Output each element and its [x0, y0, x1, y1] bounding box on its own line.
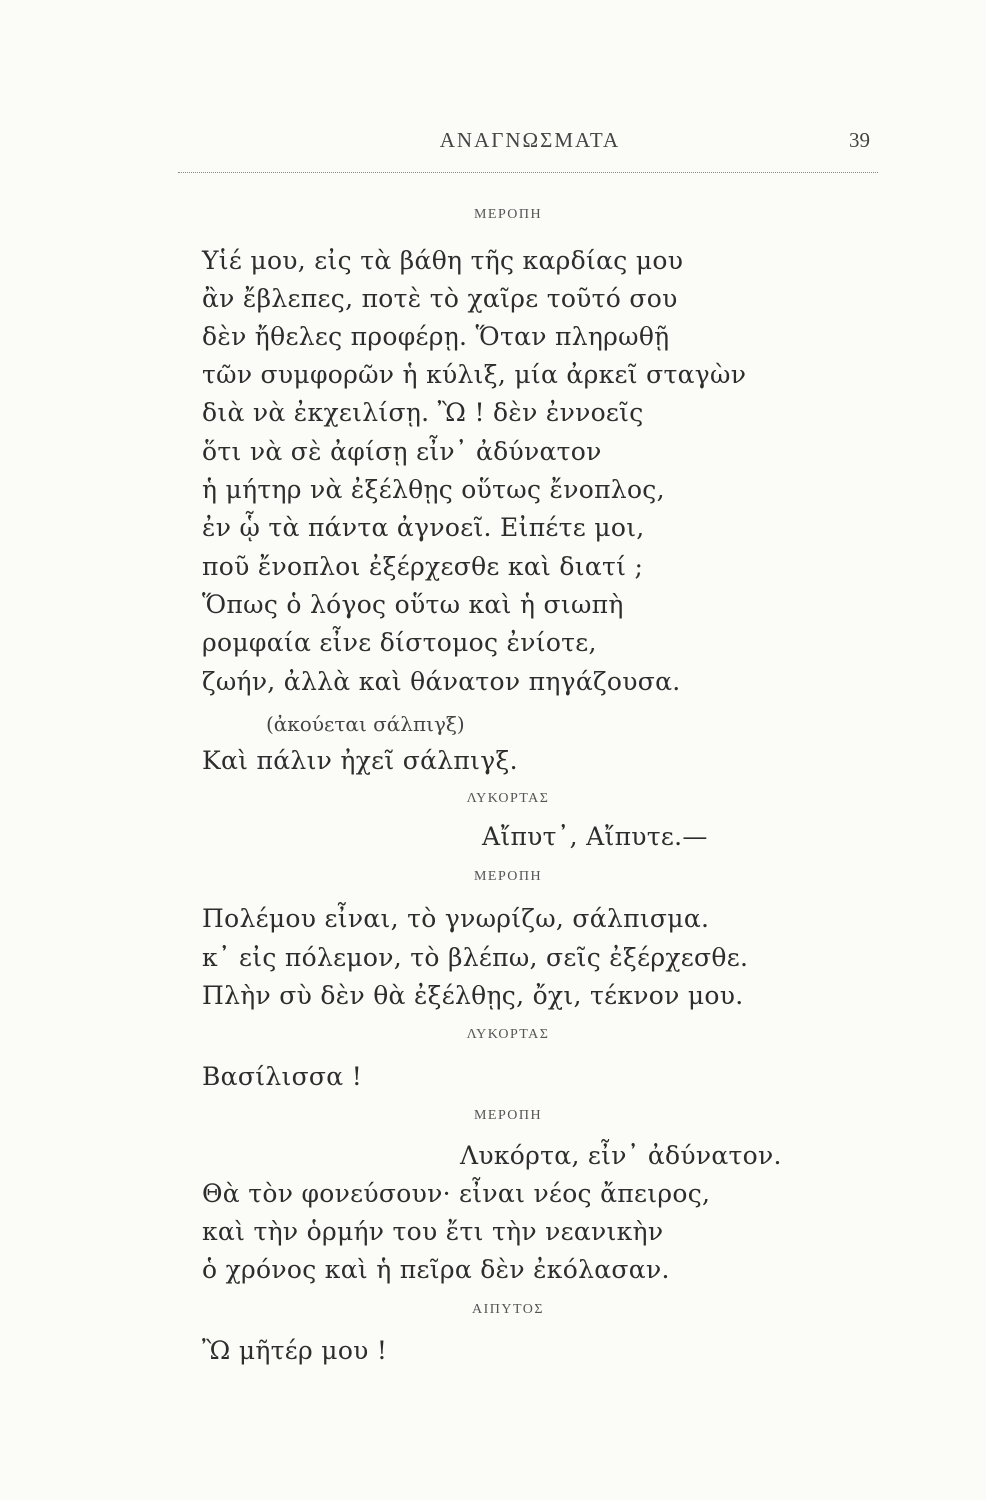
verse-line: Υἱέ μου, εἰς τὰ βάθη τῆς καρδίας μου — [202, 246, 684, 275]
verse-line: ρομφαία εἶνε δίστομος ἐνίοτε, — [202, 628, 597, 657]
verse-line: ἂν ἔβλεπες, ποτὲ τὸ χαῖρε τοῦτό σου — [202, 284, 678, 313]
verse-line: ποῦ ἔνοπλοι ἐξέρχεσθε καὶ διατί ; — [202, 552, 644, 581]
verse-line: καὶ τὴν ὁρμήν του ἔτι τὴν νεανικὴν — [202, 1217, 664, 1246]
verse-line: Ὅπως ὁ λόγος οὕτω καὶ ἡ σιωπὴ — [202, 590, 624, 619]
header-rule — [178, 172, 878, 173]
speaker-name: ΜΕΡΟΠΗ — [473, 869, 543, 884]
speaker-name: ΑΙΠΥΤΟΣ — [471, 1302, 545, 1317]
verse-line: ὁ χρόνος καὶ ἡ πεῖρα δὲν ἐκόλασαν. — [202, 1255, 670, 1284]
verse-line: Θὰ τὸν φονεύσουν· εἶναι νέος ἄπειρος, — [202, 1179, 711, 1208]
stage-direction: (ἀκούεται σάλπιγξ) — [266, 712, 465, 736]
running-title: ΑΝΑΓΝΩΣΜΑΤΑ — [439, 128, 621, 152]
speaker-name: ΜΕΡΟΠΗ — [473, 1108, 543, 1123]
verse-line: διὰ νὰ ἐκχειλίσῃ. Ὢ ! δὲν ἐννοεῖς — [202, 398, 644, 427]
verse-line: τῶν συμφορῶν ἡ κύλιξ, μία ἀρκεῖ σταγὼν — [202, 360, 747, 389]
running-head — [190, 128, 870, 168]
verse-line: Πλὴν σὺ δὲν θὰ ἐξέλθῃς, ὄχι, τέκνον μου. — [202, 981, 744, 1010]
verse-line: Καὶ πάλιν ἠχεῖ σάλπιγξ. — [202, 746, 518, 775]
verse-line: ἐν ᾧ τὰ πάντα ἀγνοεῖ. Εἰπέτε μοι, — [202, 513, 645, 542]
verse-line: δὲν ἤθελες προφέρῃ. Ὅταν πληρωθῇ — [202, 322, 670, 351]
verse-line: Πολέμου εἶναι, τὸ γνωρίζω, σάλπισμα. — [202, 904, 710, 933]
verse-line: Βασίλισσα ! — [202, 1062, 363, 1091]
page-number: 39 — [849, 128, 870, 152]
verse-line: ἡ μήτηρ νὰ ἐξέλθῃς οὕτως ἔνοπλος, — [202, 475, 665, 504]
speaker-name: ΜΕΡΟΠΗ — [473, 207, 543, 222]
verse-line: κ᾿ εἰς πόλεμον, τὸ βλέπω, σεῖς ἐξέρχεσθε. — [202, 943, 749, 972]
verse-line: ὅτι νὰ σὲ ἀφίσῃ εἶν᾿ ἀδύνατον — [202, 437, 602, 466]
verse-line: Ὢ μῆτέρ μου ! — [202, 1336, 388, 1365]
speaker-name: ΛΥΚΟΡΤΑΣ — [466, 791, 550, 806]
verse-line: Λυκόρτα, εἶν᾿ ἀδύνατον. — [460, 1141, 782, 1170]
verse-line: Αἴπυτ᾿, Αἴπυτε.— — [482, 822, 708, 851]
speaker-name: ΛΥΚΟΡΤΑΣ — [466, 1027, 550, 1042]
verse-line: ζωήν, ἀλλὰ καὶ θάνατον πηγάζουσα. — [202, 667, 681, 696]
